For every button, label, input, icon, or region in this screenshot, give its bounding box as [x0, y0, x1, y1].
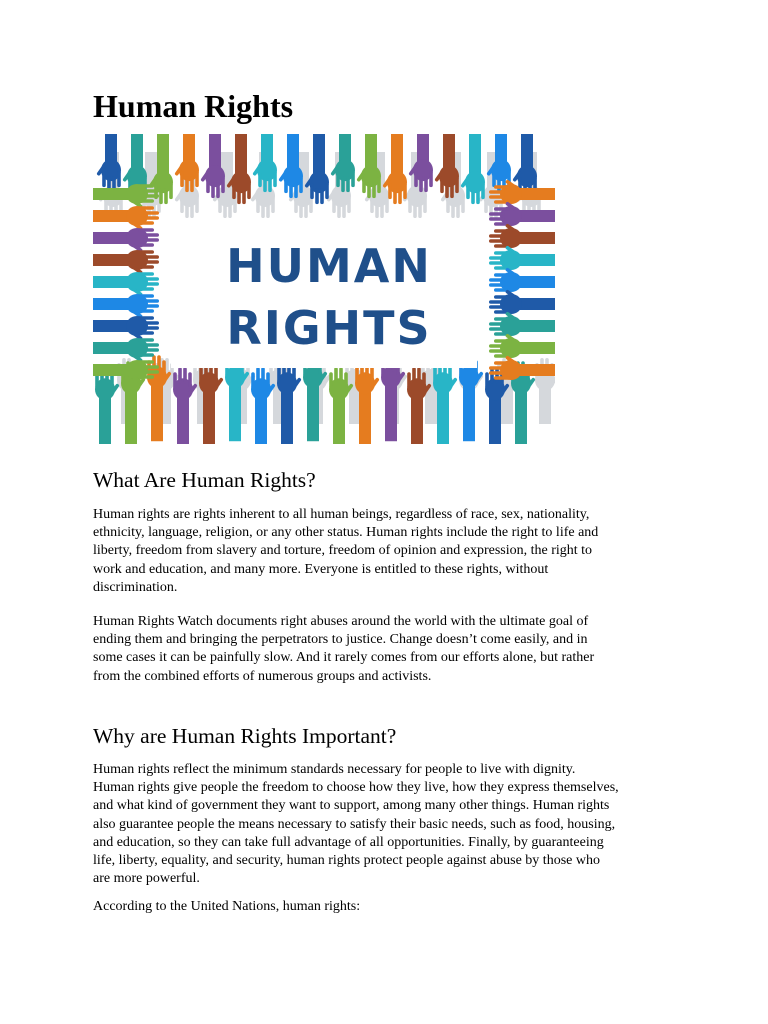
- paragraph-what-2: [93, 613, 678, 686]
- human-rights-banner-image: [93, 134, 555, 444]
- section-heading-why: Why are Human Rights Important?: [93, 724, 397, 748]
- text-line: from the combined efforts of numerous groups and activists.: [93, 668, 432, 684]
- text-line: liberty, freedom from slavery and torture, freedom of opinion and expression, the right to: [93, 543, 593, 559]
- text-line: Human rights give people the freedom to choose how they live, how they express themselves,: [93, 780, 619, 796]
- text-line: and education, so they can take full advantage of all opportunities. Finally, by guaranteeing: [93, 834, 604, 850]
- text-line: ethnicity, language, religion, or any other status. Human rights include the right to life and: [93, 525, 599, 541]
- text-line: some cases it can be painfully slow. And it rarely comes from our efforts alone, but rather: [93, 650, 595, 666]
- text-line: According to the United Nations, human rights:: [93, 899, 361, 914]
- text-line: Human rights reflect the minimum standards necessary for people to live with dignity.: [93, 762, 576, 777]
- paragraph-why-1: [93, 761, 678, 888]
- text-line: are more powerful.: [93, 871, 200, 887]
- banner-text-rights: RIGHTS: [226, 301, 432, 355]
- text-line: also guarantee people the means necessary to satisfy their basic needs, such as food, housing,: [93, 816, 616, 832]
- text-line: life, liberty, equality, and security, human rights protect people against abuse by those who: [93, 853, 600, 869]
- text-line: work and education, and many more. Everyone is entitled to these rights, without: [93, 561, 549, 577]
- text-line: discrimination.: [93, 579, 178, 595]
- text-line: ending them and bringing the perpetrators to justice. Change doesn’t come easily, and in: [93, 632, 588, 648]
- section-heading-what: What Are Human Rights?: [93, 468, 316, 492]
- text-line: Human Rights Watch documents right abuses around the world with the ultimate goal of: [93, 614, 589, 629]
- text-line: and what kind of government they want to support, among many other things. Human rights: [93, 798, 610, 814]
- text-line: Human rights are rights inherent to all human beings, regardless of race, sex, nationality,: [93, 507, 590, 522]
- paragraph-why-2: [93, 898, 678, 916]
- document-title: Human Rights: [93, 88, 294, 124]
- banner-text-human: HUMAN: [226, 239, 432, 293]
- paragraph-what-1: [93, 506, 678, 597]
